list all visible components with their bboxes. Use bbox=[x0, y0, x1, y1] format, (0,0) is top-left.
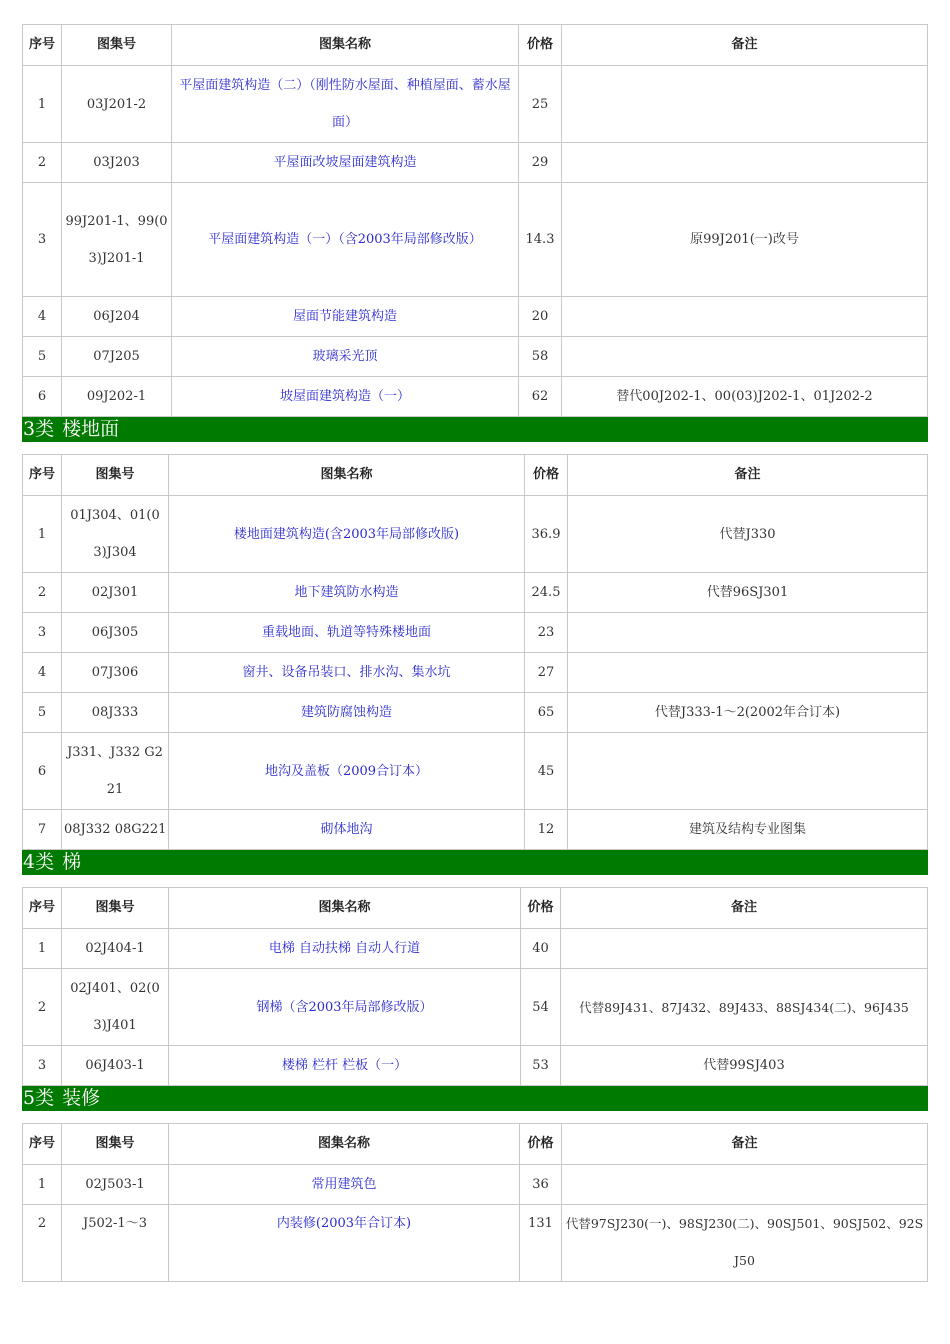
table-row bbox=[23, 1046, 928, 1086]
header-code: 图集号 bbox=[62, 1124, 169, 1165]
header-no: 序号 bbox=[23, 455, 62, 496]
row-code: 06J403-1 bbox=[62, 1046, 169, 1086]
row-no: 2 bbox=[23, 969, 62, 1046]
row-price: 65 bbox=[525, 693, 568, 733]
row-code: J502-1～3 bbox=[62, 1205, 169, 1282]
row-no: 5 bbox=[23, 337, 62, 377]
category-title: 梯 bbox=[62, 851, 82, 873]
row-name-link[interactable]: 坡屋面建筑构造（一） bbox=[172, 377, 519, 417]
row-price: 27 bbox=[525, 653, 568, 693]
header-code: 图集号 bbox=[62, 455, 169, 496]
row-no: 7 bbox=[23, 810, 62, 850]
table-row bbox=[23, 810, 928, 850]
row-price: 62 bbox=[519, 377, 562, 417]
row-name-link[interactable]: 重载地面、轨道等特殊楼地面 bbox=[169, 613, 525, 653]
row-no: 1 bbox=[23, 66, 62, 143]
header-price: 价格 bbox=[519, 25, 562, 66]
row-note bbox=[568, 613, 928, 653]
row-code: 02J301 bbox=[62, 573, 169, 613]
row-no: 2 bbox=[23, 143, 62, 183]
table-row bbox=[23, 969, 928, 1046]
row-note bbox=[562, 143, 928, 183]
row-code: 03J203 bbox=[62, 143, 172, 183]
row-code: 01J304、01(03)J304 bbox=[62, 496, 169, 573]
header-name: 图集名称 bbox=[169, 888, 521, 929]
category-header-floor bbox=[22, 417, 928, 442]
header-no: 序号 bbox=[23, 25, 62, 66]
row-price: 29 bbox=[519, 143, 562, 183]
row-note: 代替J330 bbox=[568, 496, 928, 573]
header-note: 备注 bbox=[562, 25, 928, 66]
row-name-link[interactable]: 常用建筑色 bbox=[169, 1165, 520, 1205]
row-code: 03J201-2 bbox=[62, 66, 172, 143]
table-row bbox=[23, 143, 928, 183]
row-price: 12 bbox=[525, 810, 568, 850]
row-code: 02J401、02(03)J401 bbox=[62, 969, 169, 1046]
row-no: 1 bbox=[23, 929, 62, 969]
header-code: 图集号 bbox=[62, 25, 172, 66]
row-note: 代替96SJ301 bbox=[568, 573, 928, 613]
header-note: 备注 bbox=[561, 888, 928, 929]
row-no: 2 bbox=[23, 573, 62, 613]
row-no: 5 bbox=[23, 693, 62, 733]
row-code: 99J201-1、99(03)J201-1 bbox=[62, 183, 172, 297]
row-note bbox=[568, 733, 928, 810]
row-name-link[interactable]: 楼梯 栏杆 栏板（一） bbox=[169, 1046, 521, 1086]
row-note bbox=[562, 337, 928, 377]
row-price: 131 bbox=[520, 1205, 562, 1282]
category-number: 4类 bbox=[23, 851, 55, 873]
row-code: 08J332 08G221 bbox=[62, 810, 169, 850]
table-row bbox=[23, 297, 928, 337]
category-title: 楼地面 bbox=[62, 418, 120, 440]
table-row bbox=[23, 337, 928, 377]
header-price: 价格 bbox=[521, 888, 561, 929]
row-price: 36.9 bbox=[525, 496, 568, 573]
category-header-stairs bbox=[22, 850, 928, 875]
row-price: 40 bbox=[521, 929, 561, 969]
table-row bbox=[23, 653, 928, 693]
row-name-link[interactable]: 楼地面建筑构造(含2003年局部修改版) bbox=[169, 496, 525, 573]
category-title: 装修 bbox=[62, 1087, 101, 1109]
row-code: 06J204 bbox=[62, 297, 172, 337]
table-row bbox=[23, 496, 928, 573]
row-note bbox=[562, 297, 928, 337]
row-price: 36 bbox=[520, 1165, 562, 1205]
row-price: 20 bbox=[519, 297, 562, 337]
row-note: 代替89J431、87J432、89J433、88SJ434(二)、96J435 bbox=[561, 969, 928, 1046]
row-price: 53 bbox=[521, 1046, 561, 1086]
header-price: 价格 bbox=[520, 1124, 562, 1165]
row-name-link[interactable]: 建筑防腐蚀构造 bbox=[169, 693, 525, 733]
catalog-table-stairs bbox=[22, 887, 928, 1086]
row-note: 代替99SJ403 bbox=[561, 1046, 928, 1086]
header-name: 图集名称 bbox=[169, 455, 525, 496]
row-note: 替代00J202-1、00(03)J202-1、01J202-2 bbox=[562, 377, 928, 417]
row-name-link[interactable]: 平屋面建筑构造（二）（刚性防水屋面、种植屋面、蓄水屋面） bbox=[172, 66, 519, 143]
row-code: 02J404-1 bbox=[62, 929, 169, 969]
row-note bbox=[562, 66, 928, 143]
table-row bbox=[23, 66, 928, 143]
row-note: 代替97SJ230(一)、98SJ230(二)、90SJ501、90SJ502、92SJ50 bbox=[562, 1205, 928, 1282]
row-name-link[interactable]: 内装修(2003年合订本) bbox=[169, 1205, 520, 1282]
row-name-link[interactable]: 地沟及盖板（2009合订本） bbox=[169, 733, 525, 810]
table-row bbox=[23, 693, 928, 733]
row-no: 6 bbox=[23, 377, 62, 417]
row-note bbox=[568, 653, 928, 693]
row-price: 45 bbox=[525, 733, 568, 810]
row-code: 07J205 bbox=[62, 337, 172, 377]
header-no: 序号 bbox=[23, 888, 62, 929]
row-code: 08J333 bbox=[62, 693, 169, 733]
row-no: 2 bbox=[23, 1205, 62, 1282]
row-name-link[interactable]: 砌体地沟 bbox=[169, 810, 525, 850]
table-row bbox=[23, 929, 928, 969]
row-note: 原99J201(一)改号 bbox=[562, 183, 928, 297]
row-price: 54 bbox=[521, 969, 561, 1046]
row-price: 25 bbox=[519, 66, 562, 143]
row-price: 23 bbox=[525, 613, 568, 653]
row-no: 3 bbox=[23, 613, 62, 653]
row-code: 07J306 bbox=[62, 653, 169, 693]
row-name-link[interactable]: 玻璃采光顶 bbox=[172, 337, 519, 377]
row-name-link[interactable]: 窗井、设备吊装口、排水沟、集水坑 bbox=[169, 653, 525, 693]
table-row bbox=[23, 573, 928, 613]
catalog-table-decoration bbox=[22, 1123, 928, 1282]
row-price: 58 bbox=[519, 337, 562, 377]
row-note: 建筑及结构专业图集 bbox=[568, 810, 928, 850]
row-name-link[interactable]: 电梯 自动扶梯 自动人行道 bbox=[169, 929, 521, 969]
table-row bbox=[23, 1205, 928, 1282]
header-code: 图集号 bbox=[62, 888, 169, 929]
row-code: J331、J332 G221 bbox=[62, 733, 169, 810]
header-note: 备注 bbox=[562, 1124, 928, 1165]
catalog-table-floor bbox=[22, 454, 928, 850]
category-number: 5类 bbox=[23, 1087, 55, 1109]
header-no: 序号 bbox=[23, 1124, 62, 1165]
category-header-decoration bbox=[22, 1086, 928, 1111]
row-no: 1 bbox=[23, 496, 62, 573]
catalog-table-roof bbox=[22, 24, 928, 417]
header-name: 图集名称 bbox=[172, 25, 519, 66]
header-note: 备注 bbox=[568, 455, 928, 496]
row-price: 14.3 bbox=[519, 183, 562, 297]
row-no: 4 bbox=[23, 297, 62, 337]
row-note bbox=[562, 1165, 928, 1205]
row-name-link[interactable]: 钢梯（含2003年局部修改版） bbox=[169, 969, 521, 1046]
table-row bbox=[23, 613, 928, 653]
category-number: 3类 bbox=[23, 418, 55, 440]
row-no: 1 bbox=[23, 1165, 62, 1205]
row-no: 6 bbox=[23, 733, 62, 810]
row-name-link[interactable]: 平屋面建筑构造（一）（含2003年局部修改版） bbox=[172, 183, 519, 297]
row-code: 02J503-1 bbox=[62, 1165, 169, 1205]
row-name-link[interactable]: 地下建筑防水构造 bbox=[169, 573, 525, 613]
table-row bbox=[23, 1165, 928, 1205]
row-note bbox=[561, 929, 928, 969]
row-price: 24.5 bbox=[525, 573, 568, 613]
row-code: 09J202-1 bbox=[62, 377, 172, 417]
table-row bbox=[23, 183, 928, 297]
header-name: 图集名称 bbox=[169, 1124, 520, 1165]
row-name-link[interactable]: 平屋面改坡屋面建筑构造 bbox=[172, 143, 519, 183]
table-row bbox=[23, 377, 928, 417]
table-row bbox=[23, 733, 928, 810]
header-price: 价格 bbox=[525, 455, 568, 496]
row-code: 06J305 bbox=[62, 613, 169, 653]
row-no: 3 bbox=[23, 183, 62, 297]
row-no: 4 bbox=[23, 653, 62, 693]
row-note: 代替J333-1～2(2002年合订本) bbox=[568, 693, 928, 733]
row-name-link[interactable]: 屋面节能建筑构造 bbox=[172, 297, 519, 337]
row-no: 3 bbox=[23, 1046, 62, 1086]
